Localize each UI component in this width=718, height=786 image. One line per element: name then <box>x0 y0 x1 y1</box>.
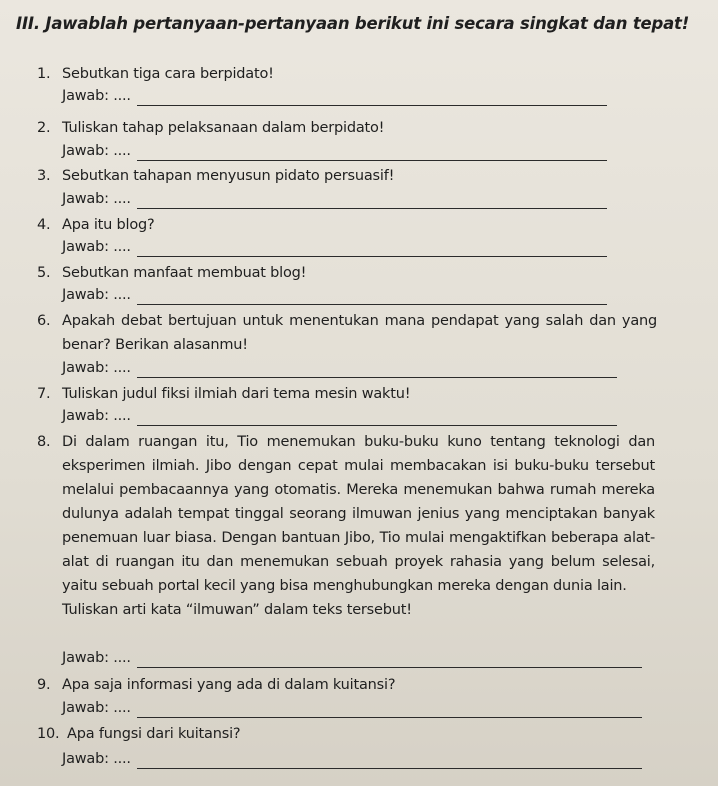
question-2 <box>37 116 637 140</box>
question-4 <box>37 213 637 237</box>
answer-label: Jawab: .... <box>62 700 131 716</box>
question-text: Apa itu blog? <box>62 217 155 233</box>
answer-line[interactable] <box>137 365 617 378</box>
answer-8 <box>62 648 642 668</box>
question-6 <box>37 309 657 357</box>
question-number: 5. <box>37 265 51 281</box>
question-text: Tuliskan tahap pelaksanaan dalam berpidato! <box>62 120 385 136</box>
answer-label: Jawab: .... <box>62 408 131 424</box>
answer-line[interactable] <box>137 756 642 769</box>
question-1 <box>37 62 637 86</box>
answer-label: Jawab: .... <box>62 88 131 104</box>
question-8 <box>37 430 655 622</box>
question-9 <box>37 673 657 697</box>
answer-label: Jawab: .... <box>62 751 131 767</box>
question-text: Sebutkan tahapan menyusun pidato persuasif! <box>62 168 395 184</box>
answer-2 <box>62 141 607 161</box>
question-number: 8. <box>37 434 51 450</box>
question-text: Di dalam ruangan itu, Tio menemukan buku-buku kuno tentang teknologi dan eksperimen ilmiah. Jibo dengan cepat mulai membacakan isi buku-buku tersebut melalui pembacaannya yang otomatis. Mereka menemukan bahwa rumah mereka dulunya adalah tempat tinggal seorang ilmuwan jenius yang menciptakan banyak penemuan luar biasa. Dengan bantuan Jibo, Tio mulai mengaktifkan beberapa alat-alat di ruangan itu dan menemukan sebuah proyek rahasia yang belum selesai, yaitu sebuah portal kecil yang bisa menghubungkan mereka dengan dunia lain. <box>62 434 655 594</box>
answer-label: Jawab: .... <box>62 191 131 207</box>
answer-3 <box>62 189 607 209</box>
answer-7 <box>62 406 617 426</box>
question-subtext: Tuliskan arti kata “ilmuwan” dalam teks tersebut! <box>62 602 412 618</box>
question-number: 4. <box>37 217 51 233</box>
question-number: 9. <box>37 677 51 693</box>
answer-line[interactable] <box>137 93 607 106</box>
answer-line[interactable] <box>137 705 642 718</box>
answer-label: Jawab: .... <box>62 360 131 376</box>
question-text: Apakah debat bertujuan untuk menentukan mana pendapat yang salah dan yang benar? Berikan alasanmu! <box>62 313 657 353</box>
answer-line[interactable] <box>137 292 607 305</box>
question-5 <box>37 261 637 285</box>
answer-label: Jawab: .... <box>62 287 131 303</box>
answer-1 <box>62 86 607 106</box>
question-number: 10. <box>37 726 60 742</box>
answer-line[interactable] <box>137 148 607 161</box>
question-text: Apa saja informasi yang ada di dalam kuitansi? <box>62 677 396 693</box>
question-number: 7. <box>37 386 51 402</box>
question-3 <box>37 164 637 188</box>
answer-line[interactable] <box>137 413 617 426</box>
section-title: III. Jawablah pertanyaan-pertanyaan berikut ini secara singkat dan tepat! <box>16 14 690 33</box>
question-number: 2. <box>37 120 51 136</box>
question-text: Tuliskan judul fiksi ilmiah dari tema mesin waktu! <box>62 386 411 402</box>
answer-label: Jawab: .... <box>62 650 131 666</box>
question-text: Sebutkan manfaat membuat blog! <box>62 265 307 281</box>
answer-line[interactable] <box>137 244 607 257</box>
answer-6 <box>62 358 617 378</box>
answer-5 <box>62 285 607 305</box>
question-text: Sebutkan tiga cara berpidato! <box>62 66 274 82</box>
question-number: 3. <box>37 168 51 184</box>
answer-line[interactable] <box>137 196 607 209</box>
question-7 <box>37 382 657 406</box>
question-number: 6. <box>37 313 51 329</box>
question-10 <box>37 722 657 746</box>
answer-label: Jawab: .... <box>62 143 131 159</box>
question-text: Apa fungsi dari kuitansi? <box>67 726 241 742</box>
answer-label: Jawab: .... <box>62 239 131 255</box>
question-number: 1. <box>37 66 51 82</box>
answer-4 <box>62 237 607 257</box>
answer-line[interactable] <box>137 655 642 668</box>
answer-10 <box>62 749 642 769</box>
answer-9 <box>62 698 642 718</box>
